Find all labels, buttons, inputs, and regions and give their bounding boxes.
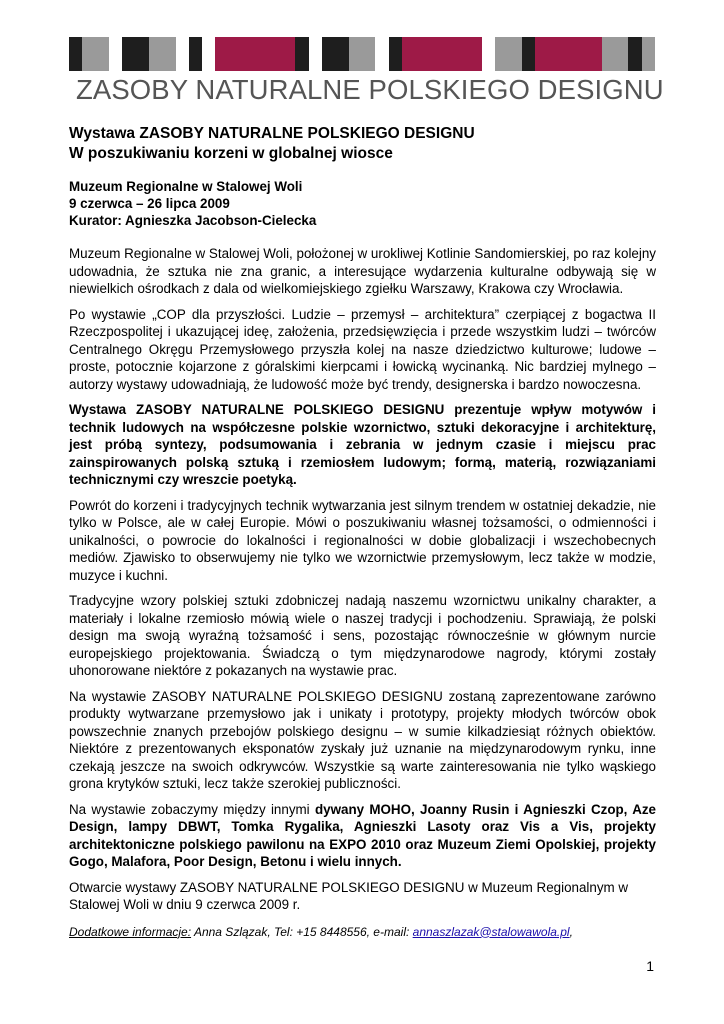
header-stripe [495, 37, 522, 71]
header-stripe [389, 37, 402, 71]
venue: Muzeum Regionalne w Stalowej Woli [69, 179, 303, 194]
paragraph-8: Otwarcie wystawy ZASOBY NATURALNE POLSKIEGO DESIGNU w Muzeum Regionalnym w Stalowej Woli w dniu 9 czerwca 2009 r. [69, 879, 629, 912]
paragraph-7-highlights: dywany MOHO, Joanny Rusin i Agnieszki Czop, Aze Design, lampy DBWT, Tomka Rygalika, Agnieszki Lasoty oraz Vis a Vis, projekty architektoniczne polskiego pawilonu na EXPO 2010 oraz Muzeum Ziemi Opolskiej, projekty Gogo, Malafora, Poor Design, Betonu i wielu innych. [69, 801, 657, 869]
header-stripe [309, 37, 322, 71]
contact-info [69, 924, 656, 940]
header-title: ZASOBY NATURALNE POLSKIEGO DESIGNU [76, 74, 664, 105]
exhibition-meta [69, 178, 656, 229]
title-line-2: W poszukiwaniu korzeni w globalnej wiosce [69, 145, 393, 162]
header-stripe [215, 37, 255, 71]
header-stripe [255, 37, 295, 71]
header-stripe [149, 37, 176, 71]
header-stripe [628, 37, 641, 71]
paragraph-5: Tradycyjne wzory polskiej sztuki zdobniczej nadają naszemu wzornictwu unikalny charakter, a materiały i lokalne rzemiosło mówią wiele o naszej tradycji i pochodzeniu. Sprawiają, że polski design ma swoją wyraźną tożsamość i sens, pozostając równocześnie w głównym nurcie europejskiego projektowania. Świadczą o tym międzynarodowe nagrody, którymi zostały uhonorowane niektóre z pokazanych na wystawie prac. [69, 593, 656, 678]
document-body [69, 124, 656, 940]
header-stripe [202, 37, 215, 71]
header-stripe [522, 37, 535, 71]
page-number: 1 [646, 958, 654, 974]
header-stripe [322, 37, 349, 71]
header-stripe [442, 37, 482, 71]
header-stripe [602, 37, 629, 71]
paragraph-2: Po wystawie „COP dla przyszłości. Ludzie – przemysł – architektura” czerpiącej z bogactwa II Rzeczpospolitej i ukazującej ideę, założenia, przedsięwzięcia i przede wszystkim ludzi – twórców Centralnego Okręgu Przemysłowego przyszła kolej na nasze dziedzictwo kulturowe; ludowe – proste, potocznie kojarzone z góralskimi kierpcami i łowicką wycinanką. Nic bardziej mylnego – autorzy wystawy udowadniają, że ludowość może być trendy, designerska i bardzo nowoczesna. [69, 306, 656, 392]
curator: Kurator: Agnieszka Jacobson-Cielecka [69, 213, 317, 228]
header-stripe [295, 37, 308, 71]
contact-end: , [569, 924, 573, 939]
contact-label: Dodatkowe informacje: [69, 924, 192, 939]
title-line-1: Wystawa ZASOBY NATURALNE POLSKIEGO DESIGNU [69, 125, 475, 142]
header-stripe-bar [69, 37, 655, 71]
header-stripe [189, 37, 202, 71]
contact-text: Anna Szlązak, Tel: +15 8448556, e-mail: [191, 924, 413, 939]
dates: 9 czerwca – 26 lipca 2009 [69, 196, 230, 211]
header-stripe [122, 37, 149, 71]
header-stripe [176, 37, 189, 71]
header-stripe [575, 37, 602, 71]
header-stripe [109, 37, 122, 71]
header-stripe [69, 37, 82, 71]
paragraph-1: Muzeum Regionalne w Stalowej Woli, położonej w urokliwej Kotlinie Sandomierskiej, po raz kolejny udowadnia, że sztuka nie zna granic, a interesujące wydarzenia kulturalne odbywają się w niewielkich ośrodkach z dala od wielkomiejskiego zgiełku Warszawy, Krakowa czy Wrocławia. [69, 246, 656, 296]
header-stripe [349, 37, 376, 71]
paragraph-6: Na wystawie ZASOBY NATURALNE POLSKIEGO DESIGNU zostaną zaprezentowane zarówno produkty wytwarzane przemysłowo jak i unikaty i prototypy, projekty młodych twórców obok powszechnie znanych przebojów polskiego designu – w sumie kilkadziesiąt różnych obiektów. Niektóre z prezentowanych eksponatów zyskały już uznanie na międzynarodowym rynku, inne czekają jeszcze na swoich odkrywców. Wszystkie są warte zainteresowania nie tylko wąskiego grona krytyków sztuki, lecz także szerokiej publiczności. [69, 688, 656, 791]
header-stripe [535, 37, 575, 71]
contact-email-link[interactable]: annaszlazak@stalowawola.pl [412, 924, 570, 939]
document-title [69, 124, 656, 164]
header-stripe [402, 37, 442, 71]
paragraph-4: Powrót do korzeni i tradycyjnych technik wytwarzania jest silnym trendem w ostatniej dekadzie, nie tylko w Polsce, ale w całej Europie. Mówi o poszukiwaniu własnej tożsamości, o odmienności i unikalności, o powrocie do lokalności i regionalności w dobie globalizacji i wszechobecnych mediów. Zjawisko to obserwujemy nie tylko we wzornictwie przemysłowym, lecz także w modzie, muzyce i kuchni. [69, 497, 656, 583]
header-stripe [82, 37, 109, 71]
paragraph-3: Wystawa ZASOBY NATURALNE POLSKIEGO DESIGNU prezentuje wpływ motywów i technik ludowych na współczesne polskie wzornictwo, sztuki dekoracyjne i architekturę, jest próbą syntezy, podsumowania i zebrania w jednym czasie i miejscu prac zainspirowanych polską sztuką i rzemiosłem ludowym; formą, materią, rozwiązaniami technicznymi czy wreszcie poetyką. [69, 402, 656, 487]
paragraph-7 [69, 801, 656, 871]
header-stripe [482, 37, 495, 71]
paragraph-7-intro: Na wystawie zobaczymy między innymi [69, 801, 315, 817]
header-stripe [375, 37, 388, 71]
header-stripe [642, 37, 655, 71]
